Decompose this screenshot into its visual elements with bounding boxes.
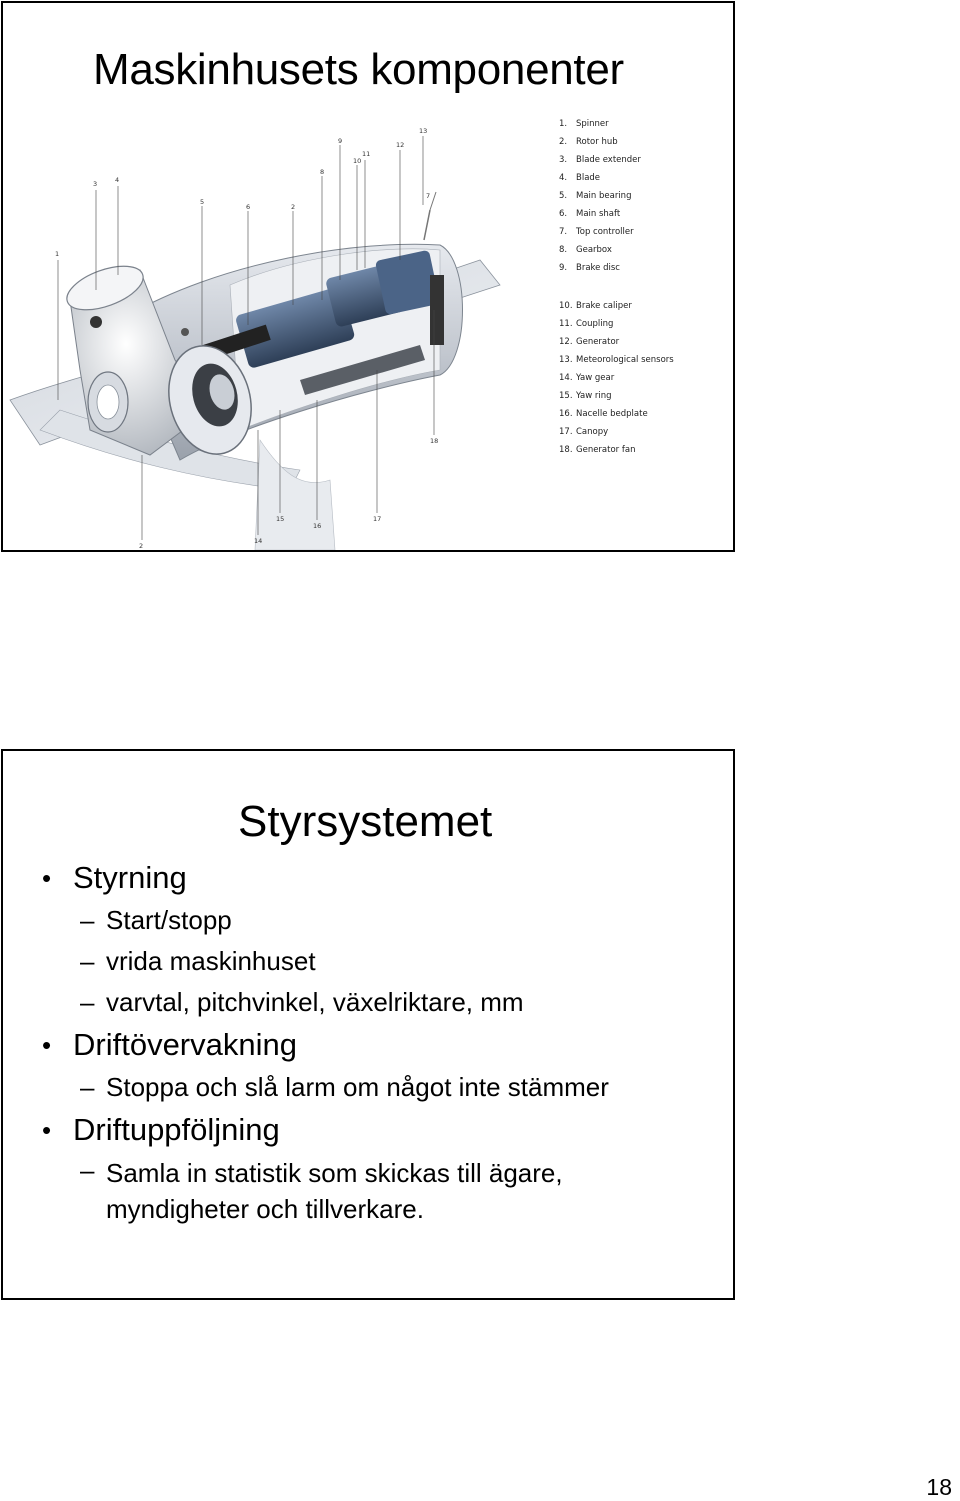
- callout-11: 11: [362, 150, 371, 158]
- bullet-list: [42, 856, 722, 1227]
- legend-item: 10. Brake caliper: [559, 301, 632, 311]
- callout-12: 12: [396, 141, 405, 149]
- callout-17: 17: [373, 515, 382, 523]
- callout-18: 18: [430, 437, 439, 445]
- legend-item: 11. Coupling: [559, 319, 614, 329]
- callout-15: 15: [276, 515, 285, 523]
- legend-item: 4. Blade: [559, 173, 601, 183]
- callout-14: 14: [254, 537, 263, 545]
- bullet-marker: •: [42, 1115, 52, 1145]
- legend-item: 8. Gearbox: [559, 245, 612, 255]
- callout-9: 9: [338, 137, 343, 145]
- bullet-marker: •: [42, 863, 52, 893]
- legend-item: 6. Main shaft: [559, 209, 621, 219]
- callout-7: 7: [426, 192, 431, 200]
- sub-bullet-item: – Start/stopp: [42, 900, 722, 941]
- callout-13: 13: [419, 127, 428, 135]
- bullet-item: • Driftövervakning: [42, 1023, 722, 1067]
- legend-item: 16. Nacelle bedplate: [559, 409, 648, 419]
- legend-item: 9. Brake disc: [559, 263, 620, 273]
- callout-2-lower: 2: [139, 542, 144, 550]
- legend-item: 1. Spinner: [559, 119, 609, 129]
- legend-item: 2. Rotor hub: [559, 137, 618, 147]
- tower-drawing: [255, 440, 335, 550]
- dash-marker: –: [80, 987, 95, 1017]
- callout-8: 8: [320, 168, 325, 176]
- callout-4: 4: [115, 176, 120, 184]
- dash-marker: –: [80, 946, 95, 976]
- bullet-item: • Styrning: [42, 856, 722, 900]
- callout-3: 3: [93, 180, 98, 188]
- page-number: 18: [926, 1474, 952, 1500]
- legend-item: 7. Top controller: [559, 227, 634, 237]
- callout-16: 16: [313, 522, 322, 530]
- legend-group-1-9: [559, 118, 729, 280]
- sub-bullet-item: – Stoppa och slå larm om något inte stämmer: [42, 1067, 722, 1108]
- callout-5: 5: [200, 198, 205, 206]
- legend-item: 12. Generator: [559, 337, 620, 347]
- legend-item: 17. Canopy: [559, 427, 609, 437]
- legend-group-10-18: [559, 300, 729, 462]
- component-legend: [559, 118, 729, 462]
- callout-1: 1: [55, 250, 60, 258]
- legend-item: 5. Main bearing: [559, 191, 632, 201]
- legend-item: 14. Yaw gear: [559, 373, 615, 383]
- slide-title: Maskinhusets komponenter: [93, 45, 624, 94]
- dash-marker: –: [80, 1072, 95, 1102]
- legend-item: 13. Meteorological sensors: [559, 355, 674, 365]
- legend-item: 3. Blade extender: [559, 155, 641, 165]
- sub-bullet-item: – vrida maskinhuset: [42, 941, 722, 982]
- sub-bullet-item: – Samla in statistik som skickas till ägare, myndigheter och tillverkare.: [42, 1152, 722, 1227]
- legend-item: 18. Generator fan: [559, 445, 636, 455]
- nacelle-cutaway-illustration: [0, 110, 550, 550]
- bullet-item: • Driftuppföljning: [42, 1108, 722, 1152]
- sub-bullet-item: – varvtal, pitchvinkel, växelriktare, mm: [42, 982, 722, 1023]
- callout-2-upper: 2: [291, 203, 296, 211]
- slide-title: Styrsystemet: [238, 797, 493, 846]
- callout-6: 6: [246, 203, 251, 211]
- dash-marker: –: [80, 1155, 95, 1185]
- callout-10: 10: [353, 157, 362, 165]
- bullet-marker: •: [42, 1030, 52, 1060]
- dash-marker: –: [80, 905, 95, 935]
- legend-item: 15. Yaw ring: [559, 391, 612, 401]
